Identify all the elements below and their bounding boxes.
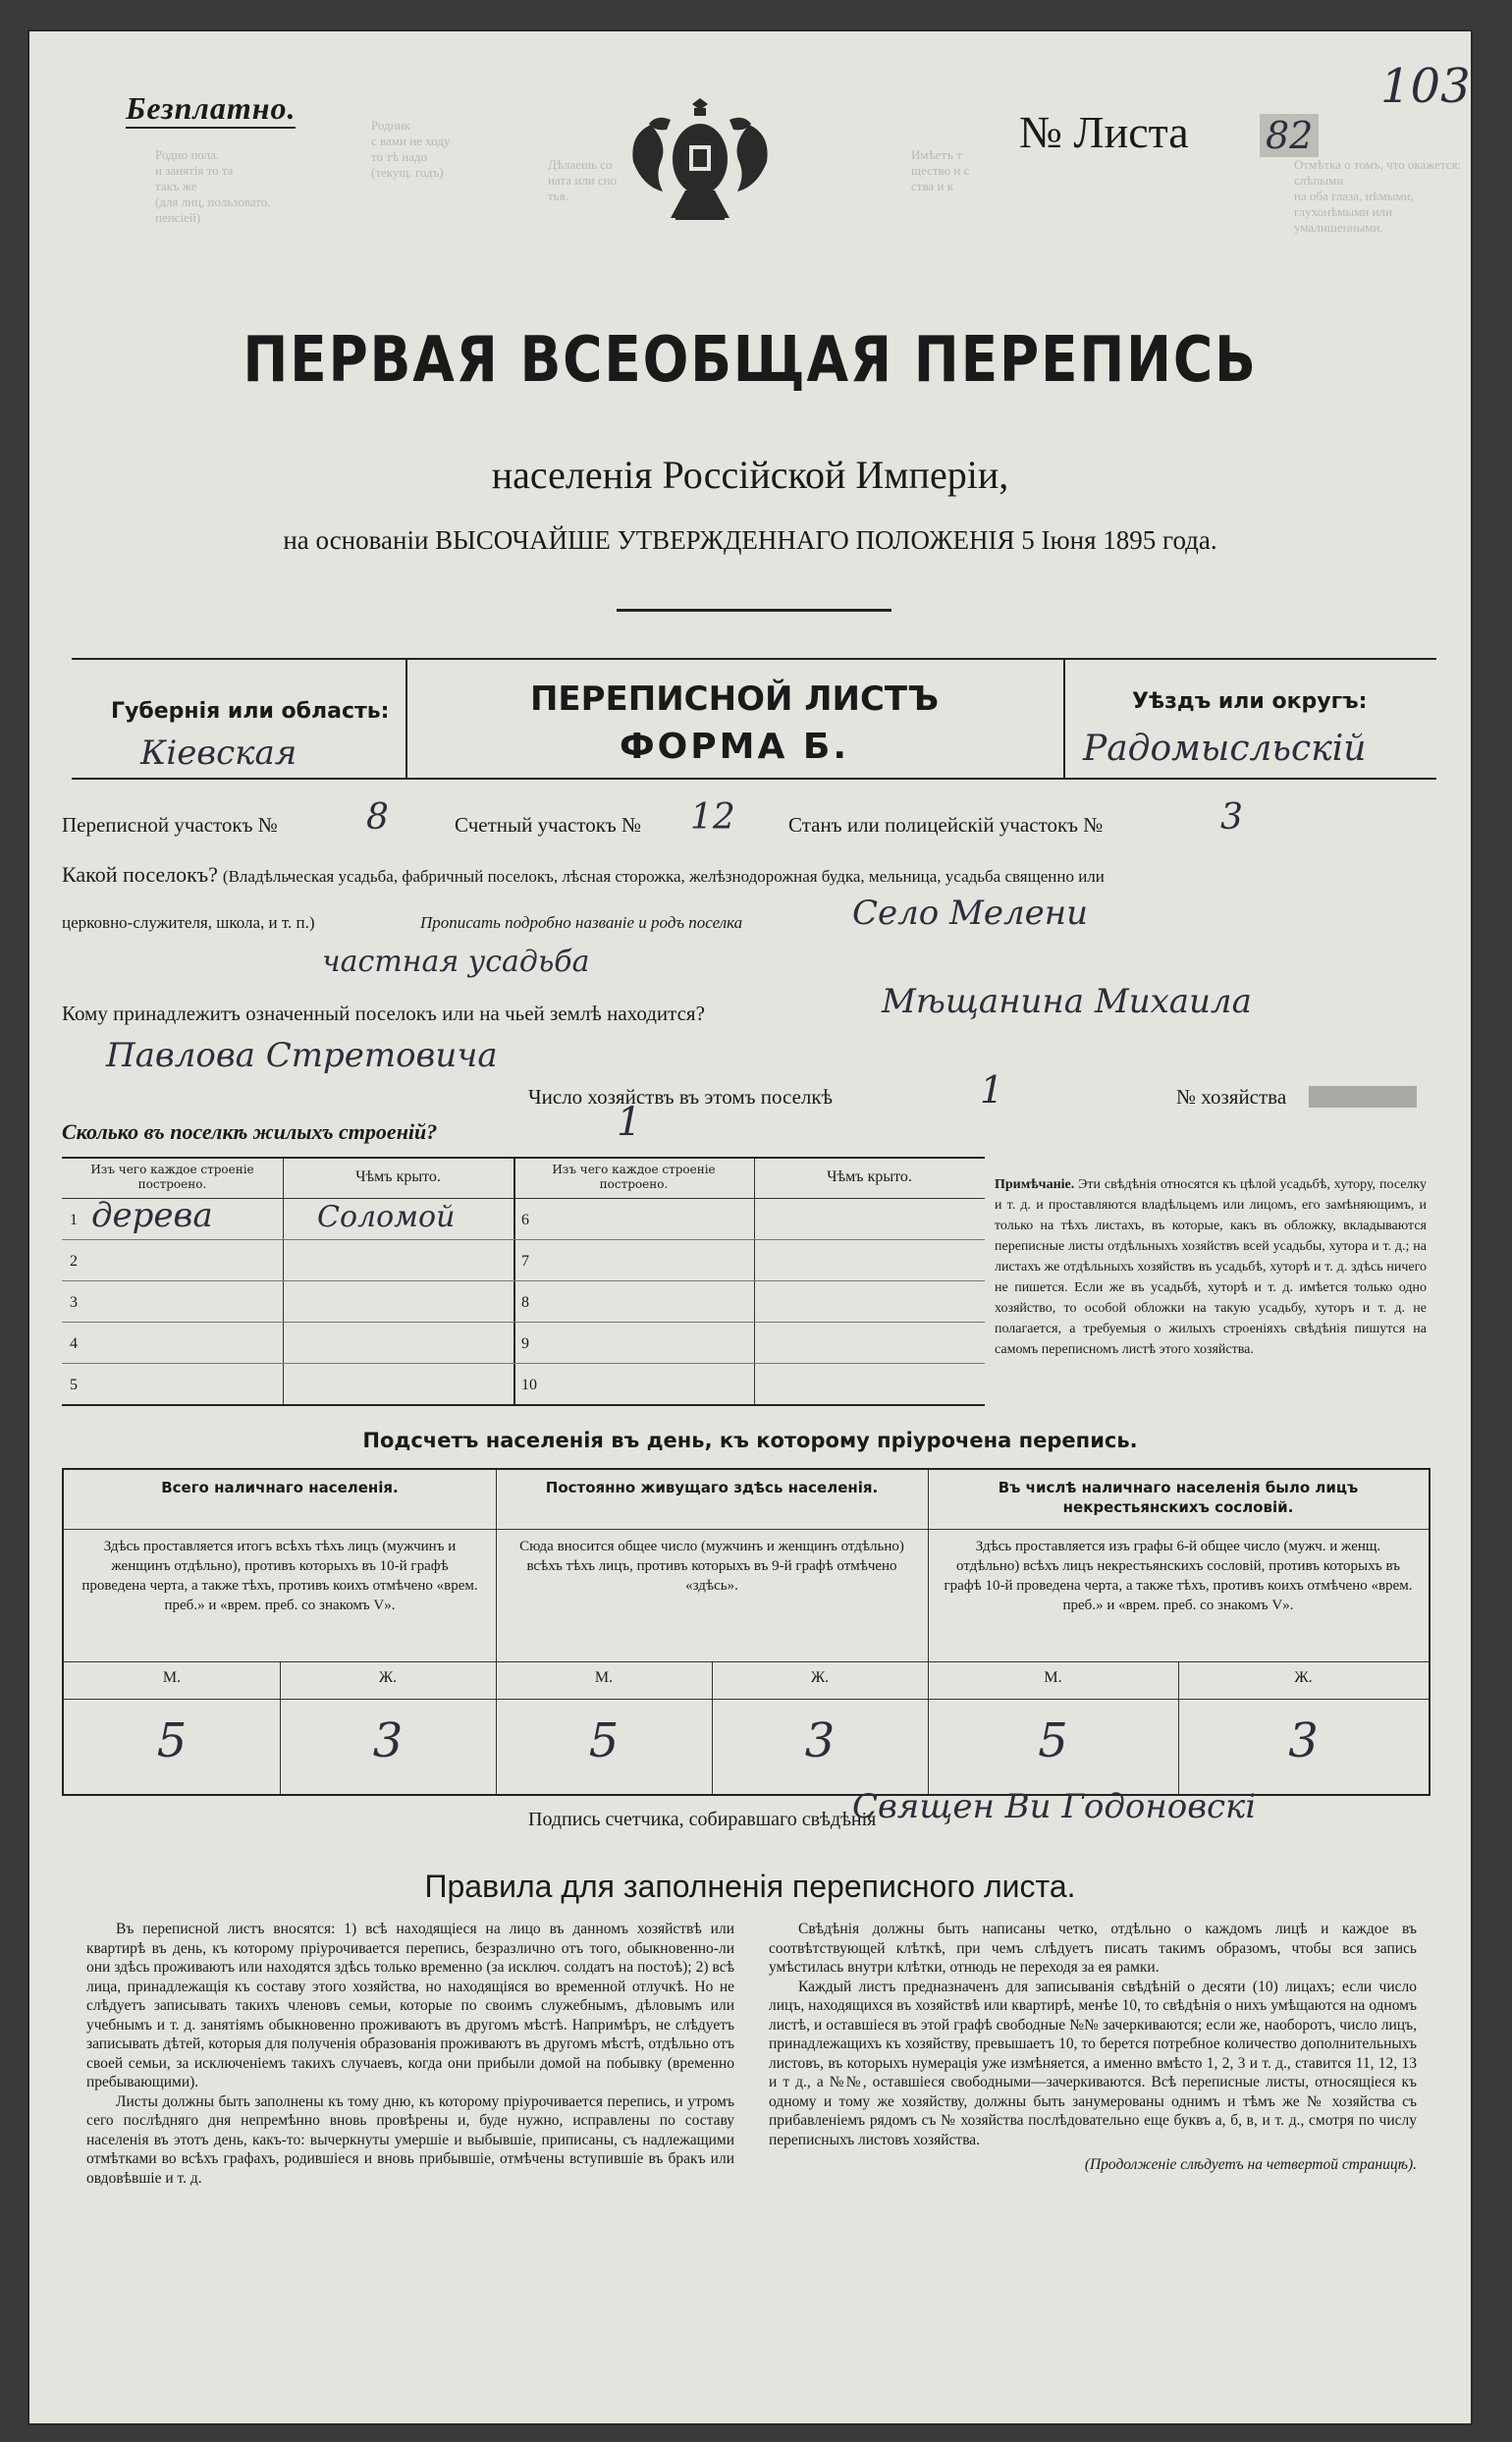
- table-row-line: [62, 1239, 513, 1240]
- settlement-instruction: Прописать подробно названіе и родъ поселка: [420, 913, 743, 932]
- page-subtitle: населенія Россійской Имперіи,: [491, 453, 1009, 497]
- female-count: 3: [1288, 1713, 1319, 1768]
- row-number: 7: [521, 1253, 529, 1270]
- col-roof-header-right: Чѣмъ крыто.: [827, 1168, 912, 1185]
- population-column-title: Въ числѣ наличнаго населенія было лицъ некрестьянскихъ сословій.: [998, 1479, 1359, 1516]
- settlement-hint2: церковно-служителя, школа, и т. п.): [62, 913, 315, 932]
- buildings-value: 1: [617, 1100, 642, 1145]
- row-number: 6: [521, 1212, 529, 1228]
- basis-line: на основаніи ВЫСОЧАЙШЕ УТВЕРЖДЕННАГО ПОЛОЖЕНІЯ 5 Іюня 1895 года.: [283, 525, 1217, 555]
- table-row-line: [62, 1322, 513, 1323]
- census-sheet: [27, 29, 1473, 2425]
- owner-value: Мѣщанина Михаила: [882, 982, 1252, 1021]
- population-column-title: Постоянно живущаго здѣсь населенія.: [545, 1479, 879, 1496]
- note-block: [995, 1174, 1427, 1360]
- female-label: Ж.: [378, 1669, 398, 1686]
- rules-left-paragraph-2: Листы должны быть заполнены къ тому дню, къ которому пріурочивается перепись, и утромъ сего послѣдняго дня непремѣнно вновь провѣрены и, буде нужно, исправлены по составу населенія въ этотъ день, какъ-то: вычеркнуты умершіе и выбывшіе, приписаны, съ надлежащими отмѣтками во всѣхъ графахъ, родившіеся и вновь прибывшіе, отмѣчены вступившіе въ бракъ или овдовѣвшіе и т. д.: [86, 2092, 734, 2187]
- population-column-description: Здѣсь проставляется итогъ всѣхъ тѣхъ лицъ (мужчинъ и женщинъ отдѣльно), противъ которыхъ въ 10-й графѣ проведена черта, а также тѣхъ, противъ коихъ отмѣчено «врем. преб.» и «врем. преб. со знакомъ V».: [81, 1539, 478, 1613]
- buildings-table: [62, 1157, 985, 1406]
- population-column-description: Сюда вносится общее число (мужчинъ и женщинъ отдѣльно) всѣхъ тѣхъ лицъ, противъ которыхъ въ 9-й графѣ отмѣчено «здѣсь».: [519, 1539, 904, 1594]
- table-row-line: [513, 1239, 985, 1240]
- page-title: ПЕРВАЯ ВСЕОБЩАЯ ПЕРЕПИСЬ: [243, 324, 1258, 397]
- population-column-title: Всего наличнаго населенія.: [161, 1479, 399, 1496]
- district-row: [62, 797, 1456, 844]
- row-roof: Соломой: [317, 1200, 456, 1234]
- stan-value: 3: [1220, 797, 1243, 838]
- note-title: Примѣчаніе.: [995, 1177, 1075, 1192]
- table-row-line: [513, 1322, 985, 1323]
- population-heading: Подсчетъ населенія въ день, къ которому пріурочена перепись.: [362, 1429, 1138, 1452]
- rules-heading: Правила для заполненія переписного листа.: [424, 1869, 1076, 1904]
- male-count: 5: [588, 1713, 620, 1768]
- male-label: М.: [162, 1669, 182, 1686]
- col-material-header-right: Изъ чего каждое строеніе построено.: [552, 1163, 716, 1191]
- rules-left-paragraph-1: Въ переписной листъ вносятся: 1) всѣ находящіеся на лицо въ данномъ хозяйствѣ или квартирѣ въ день, къ которому пріурочивается перепись, безразлично отъ того, обыкновенно-ли они здѣсь проживаютъ или находятся здѣсь только временно (за исключ. солдатъ на постоѣ); 2) всѣ лица, принадлежащія къ составу этого хозяйства, но находящіяся во временной отлучкѣ. Но не слѣдуетъ записывать такихъ членовъ семьи, которые по своимъ служебнымъ, дѣловымъ или учебнымъ и т. д. занятіямъ обыкновенно проживаютъ въ другомъ мѣстѣ. Напримѣръ, не слѣдуетъ записывать дѣтей, которыя для полученія образованія проживаютъ въ другомъ мѣстѣ, отдѣльно отъ своей семьи, за исключеніемъ такихъ случаевъ, когда они прибыли домой на побывку (временно пребывающими).: [86, 1921, 734, 2090]
- row-number: 2: [70, 1253, 78, 1270]
- row-number: 5: [70, 1377, 78, 1393]
- male-label: М.: [594, 1669, 614, 1686]
- uezd-value: Радомысльскій: [1083, 729, 1367, 769]
- col-material-header: Изъ чего каждое строеніе построено.: [90, 1163, 254, 1191]
- district-label: Переписной участокъ №: [62, 813, 278, 837]
- rules-continued: (Продолженіе слѣдуетъ на четвертой страницѣ).: [1084, 2156, 1417, 2173]
- settlement-hint: (Владѣльческая усадьба, фабричный поселокъ, лѣсная сторожка, желѣзнодорожная будка, мельница, усадьба священно или: [222, 867, 1105, 886]
- district-value: 8: [366, 797, 389, 838]
- population-column-description: Здѣсь проставляется изъ графы 6-й общее число (мужч. и женщ. отдѣльно) всѣхъ лицъ некрестьянскихъ сословій, противъ которыхъ въ графѣ 10-й проведена черта, а также тѣхъ, противъ коихъ отмѣчено «врем. преб.» и «врем. преб. со знакомъ V».: [944, 1539, 1413, 1613]
- col-roof-header: Чѣмъ крыто.: [355, 1168, 441, 1185]
- form-name: ФОРМА Б.: [619, 727, 850, 767]
- free-label: Безплатно.: [126, 90, 296, 129]
- count-district-label: Счетный участокъ №: [455, 813, 642, 837]
- settlement-value-2: частная усадьба: [322, 945, 590, 979]
- signature-label: Подпись счетчика, собиравшаго свѣдѣнія: [528, 1809, 877, 1830]
- buildings-label: Сколько въ поселкѣ жилыхъ строеній?: [62, 1119, 438, 1144]
- table-row-line: [62, 1363, 513, 1364]
- female-count: 3: [372, 1713, 404, 1768]
- row-material: дерева: [91, 1196, 213, 1235]
- uezd-label: Уѣздъ или округъ:: [1132, 689, 1368, 714]
- archive-page-number: 103: [1380, 59, 1471, 114]
- note-text: Эти свѣдѣнія относятся къ цѣлой усадьбѣ, хутору, поселку и т. д. и проставляются владѣльцемъ или лицомъ, его замѣняющимъ, и только на тѣхъ листахъ, въ которые, какъ въ обложку, вкладываются переписные листы отдѣльныхъ хозяйствъ всей усадьбы, хутора и т. д.; на листахъ же отдѣльныхъ хозяйствъ въ усадьбѣ, хуторѣ и т. д. здѣсь ничего не пишется. Если же въ усадьбѣ, хуторѣ и т. д. имѣется только одно хозяйство, то особой обложки на такую усадьбу, хуторъ и т. д. не полагается, а требуемыя о жилыхъ строеніяхъ свѣдѣнія пишутся на самомъ переписномъ листѣ этого хозяйства.: [995, 1177, 1428, 1357]
- settlement-label: Какой поселокъ?: [62, 862, 218, 887]
- male-label: М.: [1044, 1669, 1062, 1686]
- sheet-number-value: 82: [1260, 114, 1319, 157]
- owner-value-2: Павлова Стретовича: [106, 1036, 498, 1075]
- row-number: 10: [521, 1377, 537, 1393]
- row-number: 8: [521, 1294, 529, 1311]
- table-row-line: [62, 1280, 513, 1281]
- row-number: 9: [521, 1335, 529, 1352]
- table-row-line: [513, 1280, 985, 1281]
- divider: [617, 609, 891, 612]
- region-box: [72, 658, 1436, 780]
- form-title: ПЕРЕПИСНОЙ ЛИСТЪ: [529, 679, 940, 719]
- household-number-redaction: [1309, 1086, 1417, 1108]
- rules-right-column: [769, 1920, 1417, 2175]
- households-value: 1: [980, 1068, 1004, 1112]
- owner-label: Кому принадлежитъ означенный поселокъ или на чьей землѣ находится?: [62, 1002, 705, 1025]
- stan-label: Станъ или полицейскій участокъ №: [788, 813, 1104, 837]
- female-label: Ж.: [810, 1669, 830, 1686]
- row-number: 3: [70, 1294, 78, 1311]
- settlement-value: Село Мелени: [852, 894, 1089, 933]
- settlement-row: [62, 862, 1456, 888]
- signature-value: Священ Ви Годоновскі: [852, 1787, 1257, 1826]
- gubernia-value: Кіевская: [140, 733, 297, 773]
- table-row-line: [513, 1363, 985, 1364]
- rules-left-column: [86, 1920, 734, 2188]
- sheet-number-label: № Листа: [1019, 107, 1189, 157]
- households-label: Число хозяйствъ въ этомъ поселкѣ: [528, 1085, 833, 1109]
- show-through-background: Родно пола. и занятія то та такъ же (для лиц, пользовато. пенсіей) Родник с вами не ходу то тѣ надо (текущ. годъ) Дѣлаешь со ната или сно тья. Имѣетъ т щество и с ства и к Отмѣтка о томъ, что окажется: слѣпыми на оба глаза, нѣмыми, глухонѣмыми или умалишенными.: [155, 118, 1462, 235]
- male-count: 5: [156, 1713, 188, 1768]
- double-headed-eagle-icon: [617, 81, 783, 228]
- rules-right-paragraph-2: Каждый листъ предназначенъ для записыванія свѣдѣній о десяти (10) лицахъ; если число лицъ, находящихся въ хозяйствѣ или квартирѣ, менѣе 10, то свѣдѣнія о нихъ умѣщаются на одномъ листѣ, и оставшіеся въ этой графѣ свободные №№ зачеркиваются; если же, наоборотъ, число лицъ, принадлежащихъ къ хозяйству, превышаетъ 10, то берется потребное количество дополнительныхъ листовъ, въ которыхъ нумерація уже измѣняется, а именно вмѣсто 1, 2, 3 и т. д., ставится 11, 12, 13 и т д., а №№, оставшіеся свободными—зачеркиваются. Всѣ переписные листы, относящіеся къ одному и тому же хозяйству, должны быть занумерованы однимъ и тѣмъ же № хозяйства съ прибавленіемъ рядомъ съ № хозяйства послѣдовательно еще буквъ а, б, в, и т. д., смотря по числу переписныхъ листовъ хозяйства.: [769, 1978, 1417, 2148]
- male-count: 5: [1038, 1713, 1068, 1768]
- count-district-value: 12: [690, 797, 735, 838]
- gubernia-label: Губернія или область:: [111, 699, 390, 724]
- row-number: 4: [70, 1335, 78, 1352]
- female-count: 3: [804, 1713, 836, 1768]
- population-table: [62, 1468, 1431, 1796]
- row-number: 1: [70, 1212, 78, 1228]
- household-number-label: № хозяйства: [1176, 1085, 1287, 1109]
- female-label: Ж.: [1294, 1669, 1313, 1686]
- rules-right-paragraph-1: Свѣдѣнія должны быть написаны четко, отдѣльно о каждомъ лицѣ и каждое въ соотвѣтствующей клѣткѣ, при чемъ слѣдуетъ писать такимъ образомъ, чтобы вся запись умѣстилась внутри клѣтки, отнюдь не переходя за ея рамки.: [769, 1921, 1417, 1976]
